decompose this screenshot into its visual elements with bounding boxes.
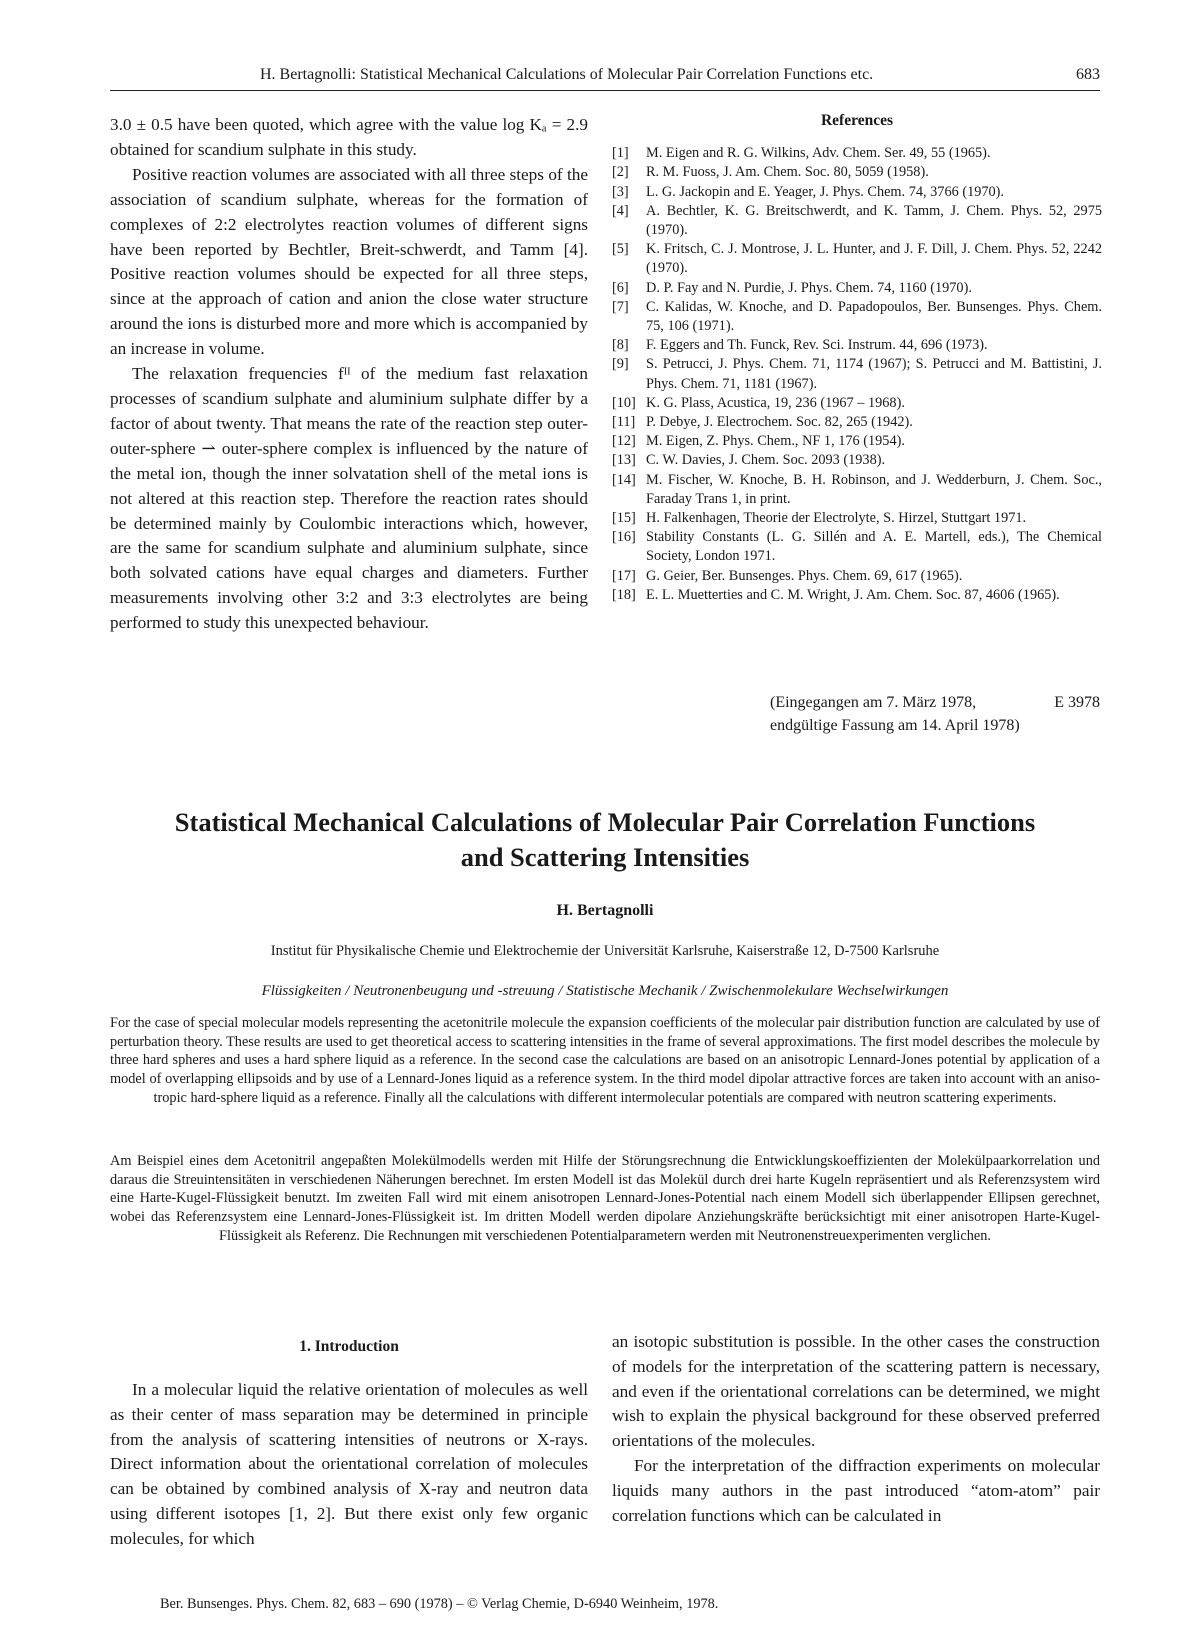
reference-item bbox=[612, 586, 1102, 605]
reference-text: A. Bechtler, K. G. Breitschwerdt, and K. Tamm, J. Chem. Phys. 52, 2975 (1970). bbox=[646, 202, 1102, 239]
reference-number: [2] bbox=[612, 164, 629, 181]
reference-text: S. Petrucci, J. Phys. Chem. 71, 1174 (1967); S. Petrucci and M. Battistini, J. Phys. Chem. 71, 1181 (1967). bbox=[646, 356, 1102, 392]
reference-text: M. Eigen, Z. Phys. Chem., NF 1, 176 (1954). bbox=[646, 433, 905, 450]
keywords: Flüssigkeiten / Neutronenbeugung und -streuung / Statistische Mechanik / Zwischenmolekulare Wechselwirkungen bbox=[261, 983, 949, 999]
footer-citation: Ber. Bunsenges. Phys. Chem. 82, 683 – 690 (1978) – © Verlag Chemie, D-6940 Weinheim, 1978. bbox=[160, 1596, 719, 1612]
reference-item bbox=[612, 336, 1102, 355]
introduction-right-column bbox=[612, 1330, 1100, 1528]
abstract-german: Am Beispiel eines dem Acetonitril angepaßten Molekülmodells werden mit Hilfe der Störungsrechnung die Entwicklungskoeffizienten der Molekülpaarkorrelation und daraus die Streuintensitäten in verschiedenen Näherungen berechnet. Im ersten Modell ist das Molekül durch drei harte Kugeln repräsentiert und als Referenzsystem wird eine Harte-Kugel-Flüssigkeit benutzt. Im zweiten Fall wird mit einem anisotropen Lennard-Jones-Potential nach einem Modell sich überlappender Ellipsen gerechnet, wobei das Referenzsystem eine Lennard-Jones-Flüssigkeit ist. Im dritten Modell werden dipolare Anziehungskräfte berücksichtigt mit einer anisotropen Harte-Kugel-Flüssigkeit als Referenz. Die Rechnungen mit verschiedenen Potentialparametern werden mit Neutronenstreuexperimenten verglichen. bbox=[110, 1153, 1100, 1244]
reference-number: [18] bbox=[612, 586, 636, 603]
reference-text: C. W. Davies, J. Chem. Soc. 2093 (1938). bbox=[646, 452, 886, 469]
running-title: H. Bertagnolli: Statistical Mechanical Calculations of Molecular Pair Correlation Functions etc. bbox=[260, 66, 874, 83]
received-line: (Eingegangen am 7. März 1978, bbox=[770, 694, 977, 711]
reference-number: [3] bbox=[612, 183, 629, 200]
reference-text: F. Eggers and Th. Funck, Rev. Sci. Instrum. 44, 696 (1973). bbox=[646, 337, 988, 354]
reference-number: [11] bbox=[612, 414, 636, 431]
paragraph: For the interpretation of the diffraction experiments on molecular liquids many authors in the past introduced “atom-atom” pair correlation functions which can be calculated in bbox=[612, 1455, 1100, 1525]
reference-text: D. P. Fay and N. Purdie, J. Phys. Chem. 74, 1160 (1970). bbox=[646, 279, 972, 296]
reference-number: [14] bbox=[612, 471, 636, 488]
reference-number: [16] bbox=[612, 529, 636, 546]
reference-item bbox=[612, 528, 1102, 566]
reference-text: K. Fritsch, C. J. Montrose, J. L. Hunter, and J. F. Dill, J. Chem. Phys. 52, 2242 (1970). bbox=[646, 241, 1102, 277]
reference-item bbox=[612, 509, 1102, 528]
reference-number: [4] bbox=[612, 202, 629, 219]
reference-item bbox=[612, 202, 1102, 240]
affiliation: Institut für Physikalische Chemie und Elektrochemie der Universität Karlsruhe, Kaiserstraße 12, D-7500 Karlsruhe bbox=[270, 943, 940, 959]
received-dates bbox=[770, 691, 1100, 737]
introduction-left-column bbox=[110, 1378, 588, 1552]
manuscript-code: E 3978 bbox=[1054, 694, 1100, 711]
paragraph: an isotopic substitution is possible. In the other cases the construction of models for the interpretation of the scattering pattern is necessary, and even if the orientational correlations can be determined, we might wish to explain the physical background for these observed preferred orientations of the molecules. bbox=[612, 1332, 1100, 1451]
final-version-line: endgültige Fassung am 14. April 1978) bbox=[770, 717, 1020, 734]
paragraph: Positive reaction volumes are associated with all three steps of the association of scandium sulphate, whereas for the formation of complexes of 2:2 electrolytes reaction volumes of different signs have been reported by Bechtler, Breit-schwerdt, and Tamm [4]. Positive reaction volumes should be expected for all three steps, since at the approach of cation and anion the close water structure around the ions is disturbed more and more which is accompanied by an increase in volume. bbox=[110, 164, 588, 359]
reference-item bbox=[612, 471, 1102, 509]
reference-text: H. Falkenhagen, Theorie der Electrolyte, S. Hirzel, Stuttgart 1971. bbox=[646, 510, 1027, 527]
left-column-continuation bbox=[110, 113, 588, 636]
reference-text: M. Fischer, W. Knoche, B. H. Robinson, and J. Wedderburn, J. Chem. Soc., Faraday Trans 1, in print. bbox=[646, 471, 1102, 507]
reference-number: [7] bbox=[612, 298, 629, 315]
abstract-english: For the case of special molecular models representing the acetonitrile molecule the expansion coefficients of the molecular pair distribution function are calculated by use of perturbation theory. These results are used to get theoretical access to scattering intensities in the frame of several approximations. The first model describes the molecule by three hard spheres and uses a hard sphere liquid as a reference. In the second case the calculations are based on an anisotropic Lennard-Jones potential by application of a model of overlapping ellipsoids and by use of a Lennard-Jones liquid as a reference system. In the third model dipolar attractive forces are taken into account with an aniso-tropic hard-sphere liquid as a reference. Finally all the calculations with different intermolecular potentials are compared with neutron scattering experiments. bbox=[110, 1015, 1100, 1106]
reference-number: [13] bbox=[612, 452, 636, 469]
reference-item bbox=[612, 298, 1102, 336]
reference-item bbox=[612, 183, 1102, 202]
reference-item bbox=[612, 394, 1102, 413]
reference-number: [17] bbox=[612, 567, 636, 584]
reference-item bbox=[612, 279, 1102, 298]
page-number: 683 bbox=[1076, 66, 1100, 83]
reference-item bbox=[612, 355, 1102, 393]
reference-item bbox=[612, 567, 1102, 586]
reference-item bbox=[612, 451, 1102, 470]
reference-number: [8] bbox=[612, 337, 629, 354]
references-heading: References bbox=[820, 112, 893, 129]
title-line: Statistical Mechanical Calculations of Molecular Pair Correlation Functions bbox=[174, 807, 1036, 837]
section-heading: 1. Introduction bbox=[299, 1338, 399, 1355]
article-title bbox=[110, 805, 1100, 875]
paragraph: 3.0 ± 0.5 have been quoted, which agree with the value log Kₐ = 2.9 obtained for scandium sulphate in this study. bbox=[110, 115, 588, 159]
reference-number: [9] bbox=[612, 356, 629, 373]
reference-item bbox=[612, 144, 1102, 163]
reference-text: C. Kalidas, W. Knoche, and D. Papadopoulos, Ber. Bunsenges. Phys. Chem. 75, 106 (1971). bbox=[646, 298, 1102, 335]
author: H. Bertagnolli bbox=[556, 902, 654, 919]
reference-number: [1] bbox=[612, 145, 629, 162]
reference-text: K. G. Plass, Acustica, 19, 236 (1967 – 1968). bbox=[646, 394, 905, 411]
reference-number: [10] bbox=[612, 394, 636, 411]
reference-number: [6] bbox=[612, 279, 629, 296]
paragraph: The relaxation frequencies fᴵᴵ of the medium fast relaxation processes of scandium sulphate and aluminium sulphate differ by a factor of about twenty. That means the rate of the reaction step outer-outer-sphere ⇀ outer-sphere complex is influenced by the nature of the metal ion, though the inner solvatation shell of the metal ions is not altered at this reaction step. Therefore the reaction rates should be determined mainly by Coulombic interactions which, however, are the same for scandium sulphate and aluminium sulphate, since both solvated cations have equal charges and diameters. Further measurements involving other 3:2 and 3:3 electrolytes are being performed to study this unexpected behaviour. bbox=[110, 364, 588, 633]
references-list bbox=[612, 144, 1102, 605]
reference-text: E. L. Muetterties and C. M. Wright, J. Am. Chem. Soc. 87, 4606 (1965). bbox=[646, 586, 1060, 603]
reference-text: P. Debye, J. Electrochem. Soc. 82, 265 (1942). bbox=[646, 414, 913, 431]
reference-text: G. Geier, Ber. Bunsenges. Phys. Chem. 69, 617 (1965). bbox=[646, 567, 963, 584]
reference-item bbox=[612, 413, 1102, 432]
reference-text: L. G. Jackopin and E. Yeager, J. Phys. Chem. 74, 3766 (1970). bbox=[646, 183, 1005, 200]
references-section bbox=[612, 111, 1102, 605]
reference-number: [15] bbox=[612, 510, 636, 527]
title-line: and Scattering Intensities bbox=[460, 842, 750, 872]
reference-number: [5] bbox=[612, 241, 629, 258]
reference-text: Stability Constants (L. G. Sillén and A. E. Martell, eds.), The Chemical Society, London 1971. bbox=[646, 529, 1102, 565]
paragraph: In a molecular liquid the relative orientation of molecules as well as their center of mass separation may be determined in principle from the analysis of scattering intensities of neutrons or X-rays. Direct information about the orientational correlation of molecules can be obtained by combined analysis of X-ray and neutron data using different isotopes [1, 2]. But there exist only few organic molecules, for which bbox=[110, 1380, 588, 1548]
reference-number: [12] bbox=[612, 433, 636, 450]
reference-text: R. M. Fuoss, J. Am. Chem. Soc. 80, 5059 (1958). bbox=[646, 164, 929, 181]
reference-item bbox=[612, 163, 1102, 182]
reference-item bbox=[612, 240, 1102, 278]
reference-text: M. Eigen and R. G. Wilkins, Adv. Chem. Ser. 49, 55 (1965). bbox=[646, 145, 991, 162]
running-header bbox=[110, 62, 1100, 91]
reference-item bbox=[612, 432, 1102, 451]
